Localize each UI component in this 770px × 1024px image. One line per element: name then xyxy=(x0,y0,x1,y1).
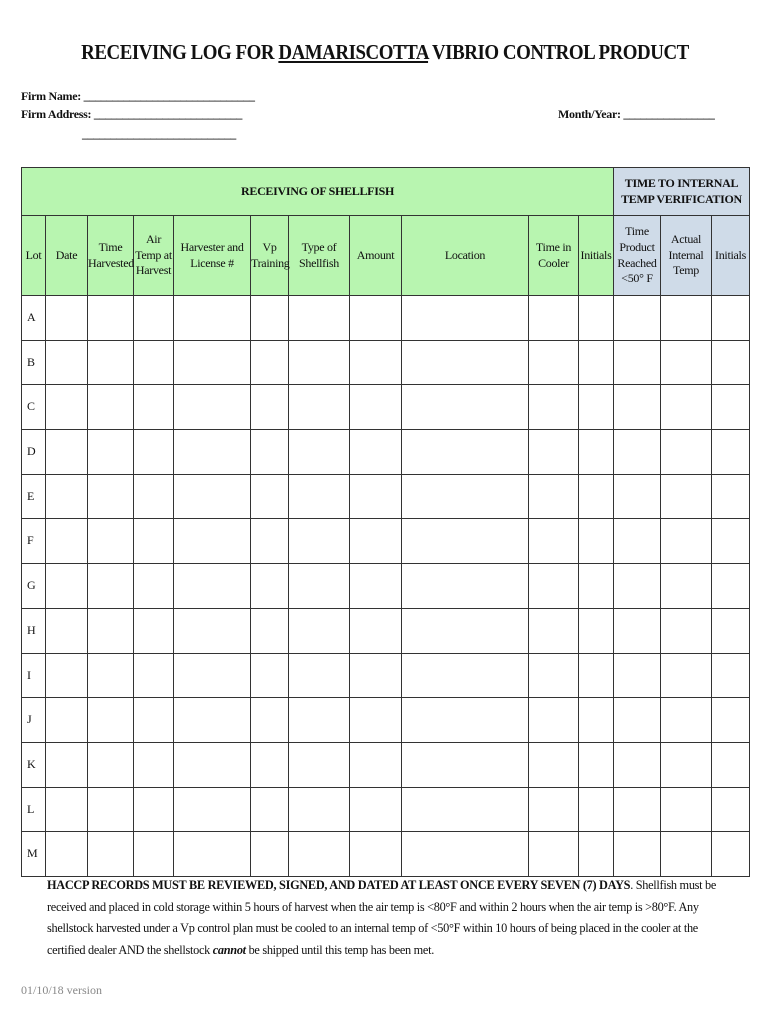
entry-cell[interactable] xyxy=(661,653,712,698)
entry-cell[interactable] xyxy=(350,474,402,519)
entry-cell[interactable] xyxy=(289,787,350,832)
entry-cell[interactable] xyxy=(529,385,579,430)
entry-cell[interactable] xyxy=(579,832,614,877)
lot-label: K xyxy=(22,742,46,787)
lot-label: I xyxy=(22,653,46,698)
entry-cell[interactable] xyxy=(579,430,614,475)
entry-cell[interactable] xyxy=(614,296,661,341)
entry-cell[interactable] xyxy=(350,608,402,653)
entry-cell[interactable] xyxy=(251,340,289,385)
entry-cell[interactable] xyxy=(134,564,174,609)
entry-cell[interactable] xyxy=(661,742,712,787)
entry-cell[interactable] xyxy=(579,385,614,430)
column-header: Time Harvested xyxy=(88,216,134,296)
entry-cell[interactable] xyxy=(134,698,174,743)
entry-cell[interactable] xyxy=(712,296,750,341)
entry-cell[interactable] xyxy=(134,519,174,564)
entry-cell[interactable] xyxy=(350,340,402,385)
entry-cell[interactable] xyxy=(251,430,289,475)
entry-cell[interactable] xyxy=(251,474,289,519)
entry-cell[interactable] xyxy=(614,653,661,698)
column-header: Initials xyxy=(712,216,750,296)
month-year-field[interactable]: Month/Year: ________________ xyxy=(558,107,715,121)
column-header: Actual Internal Temp xyxy=(661,216,712,296)
entry-cell[interactable] xyxy=(614,787,661,832)
entry-cell[interactable] xyxy=(174,742,251,787)
entry-cell[interactable] xyxy=(712,832,750,877)
entry-cell[interactable] xyxy=(46,608,88,653)
page-title: RECEIVING LOG FOR DAMARISCOTTA VIBRIO CONTROL PRODUCT xyxy=(81,40,689,64)
entry-cell[interactable] xyxy=(712,698,750,743)
entry-cell[interactable] xyxy=(579,787,614,832)
entry-cell[interactable] xyxy=(529,340,579,385)
entry-cell[interactable] xyxy=(251,519,289,564)
entry-cell[interactable] xyxy=(88,832,134,877)
band-verification: TIME TO INTERNAL TEMP VERIFICATION xyxy=(614,168,750,216)
haccp-note: HACCP RECORDS MUST BE REVIEWED, SIGNED, AND DATED AT LEAST ONCE EVERY SEVEN (7) DAYS. Shellfish must be received and placed in cold storage within 5 hours of harvest when the air temp is <80°F and within 2 hours when the air temp is >80°F. Any shellstock harvested under a Vp control plan must be cooled to an internal temp of <50°F within 10 hours of being placed in the cooler at the certified dealer AND the shellstock cannot be shipped until this temp has been met. xyxy=(47,878,717,957)
entry-cell[interactable] xyxy=(579,296,614,341)
lot-label: B xyxy=(22,340,46,385)
lot-label: H xyxy=(22,608,46,653)
entry-cell[interactable] xyxy=(88,519,134,564)
entry-cell[interactable] xyxy=(350,519,402,564)
entry-cell[interactable] xyxy=(46,430,88,475)
entry-cell[interactable] xyxy=(251,296,289,341)
entry-cell[interactable] xyxy=(529,430,579,475)
entry-cell[interactable] xyxy=(46,653,88,698)
entry-cell[interactable] xyxy=(529,653,579,698)
entry-cell[interactable] xyxy=(529,296,579,341)
entry-cell[interactable] xyxy=(174,653,251,698)
entry-cell[interactable] xyxy=(712,787,750,832)
table-row xyxy=(22,474,750,519)
table-row xyxy=(22,787,750,832)
entry-cell[interactable] xyxy=(529,519,579,564)
entry-cell[interactable] xyxy=(46,742,88,787)
entry-cell[interactable] xyxy=(579,742,614,787)
entry-cell[interactable] xyxy=(402,519,529,564)
column-header: Initials xyxy=(579,216,614,296)
entry-cell[interactable] xyxy=(529,564,579,609)
table-row xyxy=(22,564,750,609)
entry-cell[interactable] xyxy=(174,787,251,832)
entry-cell[interactable] xyxy=(174,430,251,475)
lot-label: M xyxy=(22,832,46,877)
entry-cell[interactable] xyxy=(88,608,134,653)
firm-address-line2[interactable]: ___________________________ xyxy=(82,127,236,141)
entry-cell[interactable] xyxy=(289,430,350,475)
entry-cell[interactable] xyxy=(88,296,134,341)
lot-label: C xyxy=(22,385,46,430)
firm-address-field[interactable]: Firm Address: __________________________ xyxy=(21,107,243,121)
entry-cell[interactable] xyxy=(529,787,579,832)
entry-cell[interactable] xyxy=(402,474,529,519)
column-header: Harvester and License # xyxy=(174,216,251,296)
entry-cell[interactable] xyxy=(661,787,712,832)
table-row xyxy=(22,430,750,475)
entry-cell[interactable] xyxy=(402,787,529,832)
column-header-row xyxy=(22,216,750,296)
entry-cell[interactable] xyxy=(661,564,712,609)
entry-cell[interactable] xyxy=(88,430,134,475)
entry-cell[interactable] xyxy=(350,296,402,341)
entry-cell[interactable] xyxy=(251,608,289,653)
entry-cell[interactable] xyxy=(134,832,174,877)
entry-cell[interactable] xyxy=(579,564,614,609)
table-row xyxy=(22,519,750,564)
entry-cell[interactable] xyxy=(661,474,712,519)
entry-cell[interactable] xyxy=(251,787,289,832)
entry-cell[interactable] xyxy=(46,698,88,743)
entry-cell[interactable] xyxy=(661,296,712,341)
entry-cell[interactable] xyxy=(614,519,661,564)
entry-cell[interactable] xyxy=(712,608,750,653)
entry-cell[interactable] xyxy=(614,430,661,475)
entry-cell[interactable] xyxy=(289,608,350,653)
entry-cell[interactable] xyxy=(614,385,661,430)
entry-cell[interactable] xyxy=(350,430,402,475)
table-row xyxy=(22,742,750,787)
firm-name-field[interactable]: Firm Name: ______________________________ xyxy=(21,89,255,103)
entry-cell[interactable] xyxy=(134,787,174,832)
table-row xyxy=(22,653,750,698)
column-header: Time in Cooler xyxy=(529,216,579,296)
band-receiving: RECEIVING OF SHELLFISH xyxy=(22,168,614,216)
entry-cell[interactable] xyxy=(661,340,712,385)
entry-cell[interactable] xyxy=(289,742,350,787)
column-header: Date xyxy=(46,216,88,296)
entry-cell[interactable] xyxy=(350,385,402,430)
entry-cell[interactable] xyxy=(174,698,251,743)
lot-label: L xyxy=(22,787,46,832)
column-header: Vp Training xyxy=(251,216,289,296)
table-row xyxy=(22,608,750,653)
entry-cell[interactable] xyxy=(661,698,712,743)
entry-cell[interactable] xyxy=(350,653,402,698)
entry-cell[interactable] xyxy=(529,742,579,787)
entry-cell[interactable] xyxy=(88,653,134,698)
entry-cell[interactable] xyxy=(289,340,350,385)
entry-cell[interactable] xyxy=(529,608,579,653)
entry-cell[interactable] xyxy=(174,519,251,564)
entry-cell[interactable] xyxy=(174,564,251,609)
entry-cell[interactable] xyxy=(134,742,174,787)
column-header: Time Product Reached <50° F xyxy=(614,216,661,296)
entry-cell[interactable] xyxy=(251,832,289,877)
entry-cell[interactable] xyxy=(614,698,661,743)
entry-cell[interactable] xyxy=(614,564,661,609)
entry-cell[interactable] xyxy=(88,385,134,430)
table-row xyxy=(22,385,750,430)
entry-cell[interactable] xyxy=(174,340,251,385)
entry-cell[interactable] xyxy=(661,832,712,877)
entry-cell[interactable] xyxy=(46,519,88,564)
lot-label: J xyxy=(22,698,46,743)
table-row xyxy=(22,340,750,385)
entry-cell[interactable] xyxy=(134,474,174,519)
entry-cell[interactable] xyxy=(579,653,614,698)
table-row xyxy=(22,698,750,743)
entry-cell[interactable] xyxy=(174,832,251,877)
entry-cell[interactable] xyxy=(614,340,661,385)
entry-cell[interactable] xyxy=(579,608,614,653)
entry-cell[interactable] xyxy=(350,698,402,743)
entry-cell[interactable] xyxy=(134,430,174,475)
entry-cell[interactable] xyxy=(350,564,402,609)
entry-cell[interactable] xyxy=(88,340,134,385)
entry-cell[interactable] xyxy=(661,608,712,653)
receiving-log-table xyxy=(21,167,750,877)
entry-cell[interactable] xyxy=(579,519,614,564)
entry-cell[interactable] xyxy=(350,742,402,787)
version-label: 01/10/18 version xyxy=(21,983,102,997)
entry-cell[interactable] xyxy=(402,742,529,787)
entry-cell[interactable] xyxy=(289,519,350,564)
entry-cell[interactable] xyxy=(614,608,661,653)
entry-cell[interactable] xyxy=(712,564,750,609)
lot-label: D xyxy=(22,430,46,475)
entry-cell[interactable] xyxy=(289,296,350,341)
entry-cell[interactable] xyxy=(712,653,750,698)
entry-cell[interactable] xyxy=(289,474,350,519)
entry-cell[interactable] xyxy=(251,564,289,609)
entry-cell[interactable] xyxy=(402,296,529,341)
lot-label: F xyxy=(22,519,46,564)
entry-cell[interactable] xyxy=(712,430,750,475)
column-header: Amount xyxy=(350,216,402,296)
entry-cell[interactable] xyxy=(712,742,750,787)
entry-cell[interactable] xyxy=(174,296,251,341)
entry-cell[interactable] xyxy=(174,608,251,653)
entry-cell[interactable] xyxy=(46,296,88,341)
column-header: Type of Shellfish xyxy=(289,216,350,296)
entry-cell[interactable] xyxy=(350,832,402,877)
entry-cell[interactable] xyxy=(289,698,350,743)
entry-cell[interactable] xyxy=(402,608,529,653)
entry-cell[interactable] xyxy=(174,385,251,430)
entry-cell[interactable] xyxy=(289,832,350,877)
entry-cell[interactable] xyxy=(579,698,614,743)
entry-cell[interactable] xyxy=(402,564,529,609)
entry-cell[interactable] xyxy=(712,519,750,564)
entry-cell[interactable] xyxy=(134,340,174,385)
entry-cell[interactable] xyxy=(134,608,174,653)
entry-cell[interactable] xyxy=(46,340,88,385)
entry-cell[interactable] xyxy=(579,474,614,519)
entry-cell[interactable] xyxy=(402,698,529,743)
entry-cell[interactable] xyxy=(350,787,402,832)
entry-cell[interactable] xyxy=(46,564,88,609)
entry-cell[interactable] xyxy=(402,385,529,430)
entry-cell[interactable] xyxy=(614,832,661,877)
entry-cell[interactable] xyxy=(88,474,134,519)
entry-cell[interactable] xyxy=(88,742,134,787)
entry-cell[interactable] xyxy=(88,787,134,832)
entry-cell[interactable] xyxy=(251,698,289,743)
entry-cell[interactable] xyxy=(174,474,251,519)
entry-cell[interactable] xyxy=(402,340,529,385)
entry-cell[interactable] xyxy=(712,474,750,519)
entry-cell[interactable] xyxy=(251,385,289,430)
column-header: Location xyxy=(402,216,529,296)
entry-cell[interactable] xyxy=(402,832,529,877)
table-row xyxy=(22,832,750,877)
entry-cell[interactable] xyxy=(529,698,579,743)
lot-label: G xyxy=(22,564,46,609)
entry-cell[interactable] xyxy=(251,742,289,787)
entry-cell[interactable] xyxy=(614,742,661,787)
lot-label: A xyxy=(22,296,46,341)
entry-cell[interactable] xyxy=(402,430,529,475)
entry-cell[interactable] xyxy=(712,385,750,430)
entry-cell[interactable] xyxy=(402,653,529,698)
entry-cell[interactable] xyxy=(46,385,88,430)
entry-cell[interactable] xyxy=(46,832,88,877)
entry-cell[interactable] xyxy=(529,474,579,519)
entry-cell[interactable] xyxy=(661,385,712,430)
entry-cell[interactable] xyxy=(712,340,750,385)
entry-cell[interactable] xyxy=(46,787,88,832)
entry-cell[interactable] xyxy=(88,564,134,609)
column-header: Air Temp at Harvest xyxy=(134,216,174,296)
entry-cell[interactable] xyxy=(614,474,661,519)
entry-cell[interactable] xyxy=(289,564,350,609)
entry-cell[interactable] xyxy=(134,653,174,698)
entry-cell[interactable] xyxy=(529,832,579,877)
entry-cell[interactable] xyxy=(661,519,712,564)
entry-cell[interactable] xyxy=(579,340,614,385)
entry-cell[interactable] xyxy=(289,385,350,430)
entry-cell[interactable] xyxy=(88,698,134,743)
entry-cell[interactable] xyxy=(134,385,174,430)
column-header: Lot xyxy=(22,216,46,296)
entry-cell[interactable] xyxy=(46,474,88,519)
lot-label: E xyxy=(22,474,46,519)
entry-cell[interactable] xyxy=(289,653,350,698)
table-row xyxy=(22,296,750,341)
entry-cell[interactable] xyxy=(134,296,174,341)
entry-cell[interactable] xyxy=(251,653,289,698)
entry-cell[interactable] xyxy=(661,430,712,475)
